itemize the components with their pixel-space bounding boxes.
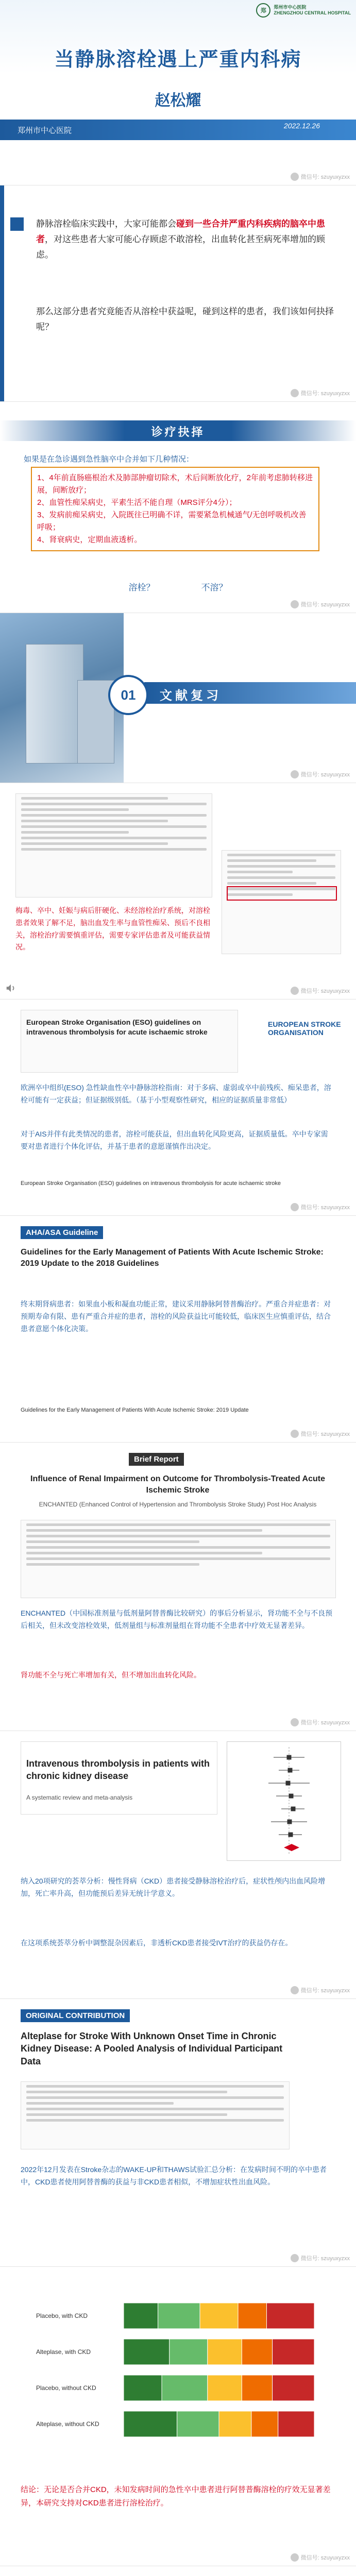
wechat-icon — [291, 1203, 299, 1211]
paper-summary: 2022年12月发表在Stroke杂志的WAKE-UP和THAWS试验汇总分析：在发病时间不明的卒中患者中，CKD患者使用阿替普酶的获益与非CKD患者相似，不增加症状性出血风险。 — [21, 2165, 327, 2186]
journal-label: Brief Report — [129, 1453, 184, 1466]
journal-label: ORIGINAL CONTRIBUTION — [21, 2009, 130, 2022]
side-block — [10, 217, 24, 231]
main-title: 当静脉溶栓遇上严重内科病 — [54, 49, 302, 71]
bar-segment — [219, 2411, 251, 2437]
watermark: 微信号: szuyuxyzxx — [291, 1203, 350, 1211]
question-thrombolysis: 溶栓？ — [128, 583, 155, 592]
paper-screenshot — [222, 850, 341, 954]
wechat-icon — [291, 173, 299, 181]
bar-segment — [251, 2411, 278, 2437]
author-name: 赵松耀 — [155, 92, 201, 109]
hospital-logo — [256, 3, 351, 18]
paper-slide-2 — [0, 999, 356, 1216]
question-row — [0, 580, 356, 593]
logo-emblem-icon: 郑 — [256, 3, 270, 18]
criteria-item: 1、4年前直肠癌根治术及肺部肿瘤切除术，术后间断放化疗，2年前考虑肺转移进展，间断放疗； — [37, 473, 313, 495]
watermark: 微信号: szuyuxyzxx — [291, 1986, 350, 1994]
bar-segment — [242, 2339, 272, 2365]
section-number: 01 — [108, 675, 148, 715]
paper-conclusion: 结论：无论是否合并CKD，未知发病时间的急性卒中患者进行阿替普酶溶栓的疗效无显著差异，本研究支持对CKD患者进行溶栓治疗。 — [21, 2485, 331, 2507]
wechat-icon — [291, 2553, 299, 2562]
side-bar — [0, 185, 4, 401]
paper-summary-2: 对于AIS并伴有此类情况的患者，溶栓可能获益，但出血转化风险更高，证据质量低。卒中专家需要对患者进行个体化评估，并基于患者的意愿谨慎作出决定。 — [21, 1130, 328, 1150]
speaker-icon — [5, 982, 16, 994]
paper-summary: 梅毒、卒中、妊娠与病后肝硬化、未经溶栓治疗系统，对溶栓患者效果了解不足，脑出血发生率与血管性痴呆、预后不良相关，溶栓治疗需要慎重评估，需要专家评估患者及可能获益情况。 — [15, 906, 210, 952]
bar-segment — [273, 2375, 314, 2401]
bar-segment — [162, 2375, 208, 2401]
logo-line2: ZHENGZHOU CENTRAL HOSPITAL — [274, 10, 351, 15]
wechat-icon — [291, 770, 299, 778]
intro-paragraph-1: 静脉溶栓临床实践中，大家可能都会碰到一些合并严重内科疾病的脑卒中患者，对这些患者大家可能心存顾虑不敢溶栓，出血转化甚至病死率增加的顾虑。 — [36, 219, 325, 260]
paper-conclusion: 肾功能不全与死亡率增加有关，但不增加出血转化风险。 — [21, 1671, 201, 1679]
watermark: 微信号: szuyuxyzxx — [291, 2553, 350, 2562]
watermark: 微信号: szuyuxyzxx — [291, 2254, 350, 2262]
paper-slide-6 — [0, 1999, 356, 2267]
bar-segment — [208, 2339, 242, 2365]
banner-title: 诊疗抉择 — [151, 426, 205, 438]
bar-segment — [242, 2375, 272, 2401]
bar-segment — [278, 2411, 314, 2437]
watermark: 微信号: szuyuxyzxx — [291, 987, 350, 995]
paper-screenshot — [15, 793, 212, 897]
paper-summary: ENCHANTED（中国标准剂量与低剂量阿替普酶比较研究）的事后分析显示，肾功能不全与不良预后相关，但未改变溶栓效果，低剂量组与标准剂量组在肾功能不全患者中疗效无显著差异。 — [21, 1609, 333, 1630]
wechat-icon — [291, 1986, 299, 1994]
watermark: 微信号: szuyuxyzxx — [291, 389, 350, 397]
eso-logo: EUROPEAN STROKE ORGANISATION — [268, 1020, 341, 1037]
bar-segment — [124, 2411, 177, 2437]
criteria-item: 2、血管性痴呆病史，平素生活不能自理（MRS评分4分）； — [37, 498, 237, 507]
paper-summary: 纳入20项研究的荟萃分析：慢性肾病（CKD）患者接受静脉溶栓治疗后，症状性颅内出血风险增加，死亡率升高，但功能预后差异无统计学意义。 — [21, 1877, 326, 1897]
bar-segment — [158, 2303, 200, 2329]
bar-segment — [124, 2339, 169, 2365]
bar-label: Placebo, with CKD — [36, 2312, 88, 2319]
building-shape — [26, 644, 83, 764]
paper-conclusion: 在这项系统荟萃分析中调整混杂因素后，非透析CKD患者接受IVT治疗的获益仍存在。 — [21, 1939, 293, 1947]
paper-title: Guidelines for the Early Management of Patients With Acute Ischemic Stroke: 2019 Update to the 2018 Guidelines — [21, 1248, 324, 1268]
bar-segment — [200, 2303, 238, 2329]
bar-segment — [273, 2339, 314, 2365]
highlight-box — [227, 886, 337, 901]
bar-segment — [208, 2375, 242, 2401]
bar-label: Alteplase, without CKD — [36, 2420, 99, 2428]
watermark: 微信号: szuyuxyzxx — [291, 1430, 350, 1438]
paper-slide-1 — [0, 783, 356, 999]
wechat-icon — [291, 1718, 299, 1726]
paper-subtitle: ENCHANTED (Enhanced Control of Hypertension and Thrombolysis Stroke Study) Post Hoc Analysis — [39, 1501, 317, 1508]
intro-paragraph-2: 那么这部分患者究竟能否从溶栓中获益呢，碰到这样的患者，我们该如何抉择呢？ — [36, 307, 334, 332]
bar-label: Alteplase, with CKD — [36, 2348, 91, 2355]
section-slide — [0, 613, 356, 783]
mrs-bar-chart-svg — [36, 2287, 325, 2463]
paper-slide-3 — [0, 1216, 356, 1443]
bar-segment — [124, 2375, 162, 2401]
criteria-item: 4、肾衰病史，定期血液透析。 — [37, 535, 142, 544]
paper-screenshot: European Stroke Organisation (ESO) guidelines on intravenous thrombolysis for acute ischaemic stroke — [21, 1010, 238, 1073]
paper-slide-4 — [0, 1443, 356, 1731]
wechat-icon — [291, 2254, 299, 2262]
watermark: 微信号: szuyuxyzxx — [291, 600, 350, 608]
forest-plot — [227, 1741, 341, 1861]
watermark: 微信号: szuyuxyzxx — [291, 1718, 350, 1726]
paper-slide-5 — [0, 1731, 356, 1999]
bar-segment — [124, 2303, 158, 2329]
paper-title: Influence of Renal Impairment on Outcome for Thrombolysis-Treated Acute Ischemic Stroke — [30, 1475, 325, 1495]
presentation-date: 2022.12.26 — [283, 122, 320, 130]
section-title: 文献复习 — [160, 689, 222, 703]
paper-screenshot — [21, 1520, 336, 1598]
wechat-icon — [291, 600, 299, 608]
paper-slide-7 — [0, 2267, 356, 2566]
paper-title: Alteplase for Stroke With Unknown Onset Time in Chronic Kidney Disease: A Pooled Analysis of Individual Participant Data — [21, 2031, 283, 2066]
wechat-icon — [291, 1430, 299, 1438]
intro-slide — [0, 185, 356, 402]
diagnosis-intro: 如果是在急诊遇到急性脑卒中合并如下几种情况： — [24, 455, 194, 464]
watermark: 微信号: szuyuxyzxx — [291, 173, 350, 181]
wechat-icon — [291, 987, 299, 995]
hospital-building-photo — [0, 613, 124, 783]
hospital-name: 郑州市中心医院 — [18, 126, 72, 135]
paper-reference: European Stroke Organisation (ESO) guidelines on intravenous thrombolysis for acute ischaemic stroke — [21, 1180, 281, 1187]
question-no-thrombolysis: 不溶？ — [201, 583, 228, 592]
title-slide — [0, 0, 356, 185]
watermark: 微信号: szuyuxyzxx — [291, 770, 350, 778]
journal-label: AHA/ASA Guideline — [21, 1226, 103, 1239]
paper-summary: 终末期肾病患者：如果血小板和凝血功能正常，建议采用静脉阿替普酶治疗。严重合并症患者：对预期寿命有限、患有严重合并症的患者，溶栓的风险获益比可能较低，临床医生应慎重评估，结合患者意愿个体化决策。 — [21, 1300, 331, 1333]
diagnosis-slide — [0, 402, 356, 613]
bar-segment — [238, 2303, 267, 2329]
paper-summary: 欧洲卒中组织(ESO) 急性缺血性卒中静脉溶栓指南：对于多病、虚弱或卒中前残疾、痴呆患者，溶栓可能有一定获益；但证据级别低。（基于小型观察性研究，相应的证据质量非常低） — [21, 1083, 331, 1104]
criteria-box — [31, 467, 319, 551]
forest-plot-svg — [227, 1742, 341, 1860]
paper-screenshot: Intravenous thrombolysis in patients with chronic kidney disease A systematic review and meta-analysis — [21, 1741, 217, 1815]
wechat-icon — [291, 389, 299, 397]
paper-screenshot — [21, 2081, 290, 2149]
bar-segment — [169, 2339, 208, 2365]
criteria-item: 3、发病前痴呆病史，入院既往已明确不详，需要紧急机械通气/无创呼吸机改善呼吸； — [37, 511, 307, 532]
bar-segment — [177, 2411, 219, 2437]
bar-segment — [267, 2303, 315, 2329]
logo-line1: 郑州市中心医院 — [274, 5, 307, 10]
mrs-bar-chart — [36, 2287, 325, 2463]
paper-reference: Guidelines for the Early Management of Patients With Acute Ischemic Stroke: 2019 Update — [21, 1407, 249, 1413]
bar-label: Placebo, without CKD — [36, 2384, 96, 2392]
